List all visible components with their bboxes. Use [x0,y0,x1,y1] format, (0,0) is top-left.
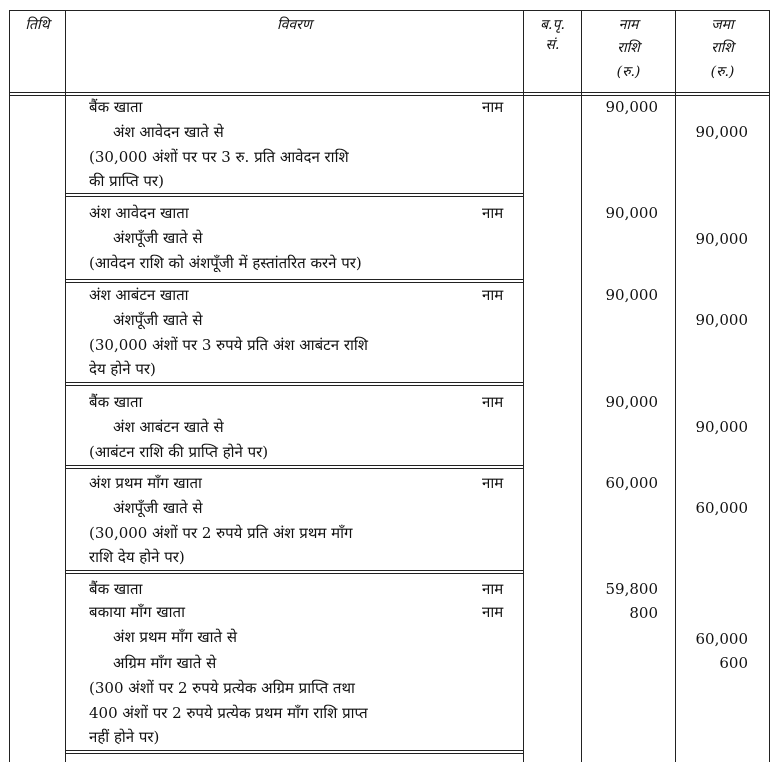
header-credit-3: (रु.) [710,64,735,80]
entry-6-line-5: (300 अंशों पर 2 रुपये प्रत्येक अग्रिम प्राप्ति तथा [89,679,355,697]
right-border [769,10,770,762]
entry-separator-3 [65,382,523,383]
entry-1-dr-label: नाम [482,98,504,116]
entry-4-credit: 90,000 [695,418,748,436]
entry-6-debit-1: 59,800 [605,580,658,598]
entry-1-credit: 90,000 [695,123,748,141]
entry-6-line-7: नहीं होने पर) [89,728,160,746]
entry-1-line-4: की प्राप्ति पर) [89,172,164,190]
entry-separator-2b [65,282,523,283]
lf-col-divider [581,10,582,762]
entry-3-line-1: अंश आबंटन खाता [89,286,189,304]
entry-1-debit: 90,000 [605,98,658,116]
entry-3-line-3: (30,000 अंशों पर 3 रुपये प्रति अंश आबंटन राशि [89,336,368,354]
entry-2-debit: 90,000 [605,204,658,222]
header-date: तिथि [25,17,50,33]
header-debit-2: राशि [617,40,640,56]
entry-4-dr-label: नाम [482,393,504,411]
entry-4-line-3: (आबंटन राशि की प्राप्ति होने पर) [89,443,269,461]
entry-4-line-2: अंश आबंटन खाते से [113,418,224,436]
table-top-border [9,10,770,11]
entry-separator-5 [65,570,523,571]
entry-5-dr-label: नाम [482,474,504,492]
entry-6-debit-2: 800 [629,604,658,622]
entry-6-line-4: अग्रिम माँग खाते से [113,654,217,672]
entry-6-line-6: 400 अंशों पर 2 रुपये प्रत्येक प्रथम माँग राशि प्राप्त [89,704,368,722]
entry-1-line-3: (30,000 अंशों पर पर 3 रु. प्रति आवेदन राशि [89,148,349,166]
entry-separator-4 [65,465,523,466]
particulars-col-divider [523,10,524,762]
entry-5-line-1: अंश प्रथम माँग खाता [89,474,202,492]
entry-3-dr-label: नाम [482,286,504,304]
entry-separator-1b [65,196,523,197]
header-debit-1: नाम [618,17,639,33]
entry-2-credit: 90,000 [695,230,748,248]
entry-2-dr-label: नाम [482,204,504,222]
entry-separator-3b [65,385,523,386]
entry-5-debit: 60,000 [605,474,658,492]
entry-6-dr-label-2: नाम [482,603,504,621]
entry-2-line-3: (आवेदन राशि को अंशपूँजी में हस्तांतरित करने पर) [89,254,362,272]
entry-5-line-2: अंशपूँजी खाते से [113,499,203,517]
entry-5-credit: 60,000 [695,499,748,517]
entry-6-line-3: अंश प्रथम माँग खाते से [113,628,237,646]
header-particulars: विवरण [276,17,313,33]
entry-5-line-4: राशि देय होने पर) [89,548,185,566]
entry-1-line-1: बैंक खाता [89,98,143,116]
header-lf-2: सं. [545,37,560,53]
header-lf-1: ब.पृ. [540,17,565,33]
entry-6-line-1: बैंक खाता [89,580,143,598]
entry-4-line-1: बैंक खाता [89,393,143,411]
entry-3-debit: 90,000 [605,286,658,304]
date-col-divider [65,10,66,762]
entry-1-line-2: अंश आवेदन खाते से [113,123,224,141]
entry-separator-5b [65,573,523,574]
entry-separator-6 [65,750,523,751]
header-credit-1: जमा [711,17,734,33]
entry-4-debit: 90,000 [605,393,658,411]
entry-separator-6b [65,753,523,754]
entry-3-credit: 90,000 [695,311,748,329]
entry-separator-2 [65,279,523,280]
left-border [9,10,10,762]
entry-3-line-2: अंशपूँजी खाते से [113,311,203,329]
entry-6-credit-2: 600 [719,654,748,672]
header-debit-3: (रु.) [616,64,641,80]
header-credit-2: राशि [711,40,734,56]
entry-separator-1 [65,193,523,194]
entry-5-line-3: (30,000 अंशों पर 2 रुपये प्रति अंश प्रथम माँग [89,524,353,542]
entry-separator-4b [65,468,523,469]
entry-3-line-4: देय होने पर) [89,360,156,378]
entry-6-credit-1: 60,000 [695,630,748,648]
header-bottom-border [9,92,770,93]
entry-6-dr-label-1: नाम [482,580,504,598]
entry-2-line-1: अंश आवेदन खाता [89,204,189,222]
entry-6-line-2: बकाया माँग खाता [89,603,185,621]
entry-2-line-2: अंशपूँजी खाते से [113,229,203,247]
